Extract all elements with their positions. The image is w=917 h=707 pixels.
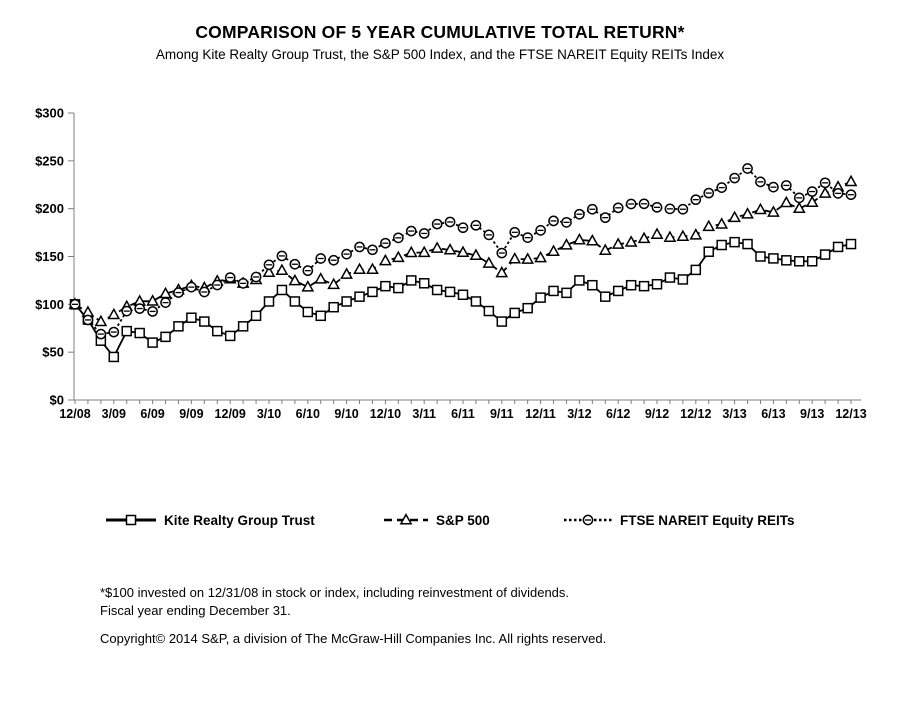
svg-text:6/10: 6/10 — [295, 407, 320, 421]
svg-text:$50: $50 — [42, 344, 64, 360]
chart-title: COMPARISON OF 5 YEAR CUMULATIVE TOTAL RETURN* — [195, 22, 685, 42]
footnote-block — [100, 584, 569, 620]
svg-text:3/10: 3/10 — [256, 407, 282, 421]
svg-text:6/09: 6/09 — [140, 407, 165, 421]
svg-text:12/10: 12/10 — [369, 407, 402, 421]
svg-text:9/11: 9/11 — [489, 407, 514, 421]
svg-text:$100: $100 — [35, 296, 64, 312]
sp500-line-marker-icon — [383, 512, 429, 528]
legend-item-nareit — [563, 510, 795, 530]
legend-label-kite: Kite Realty Group Trust — [164, 512, 315, 528]
legend-item-sp500 — [383, 510, 490, 530]
svg-text:9/09: 9/09 — [179, 407, 204, 421]
legend-item-kite — [105, 510, 315, 530]
footnote-line-1: *$100 invested on 12/31/08 in stock or index, including reinvestment of dividends. — [100, 585, 570, 600]
svg-text:6/13: 6/13 — [761, 407, 786, 421]
copyright-line: Copyright© 2014 S&P, a division of The McGraw-Hill Companies Inc. All rights reserved. — [100, 631, 607, 646]
svg-text:3/11: 3/11 — [412, 407, 437, 421]
svg-text:$200: $200 — [35, 201, 64, 217]
svg-text:12/13: 12/13 — [835, 407, 867, 421]
svg-text:12/11: 12/11 — [525, 407, 556, 421]
svg-text:12/09: 12/09 — [214, 407, 246, 421]
svg-text:3/13: 3/13 — [722, 407, 747, 421]
svg-text:12/08: 12/08 — [59, 407, 91, 421]
chart-subtitle: Among Kite Realty Group Trust, the S&P 500 Index, and the FTSE NAREIT Equity REITs Index — [155, 47, 725, 62]
svg-text:6/11: 6/11 — [451, 407, 475, 421]
legend-label-nareit: FTSE NAREIT Equity REITs — [620, 512, 795, 528]
svg-text:3/09: 3/09 — [101, 407, 126, 421]
svg-text:$0: $0 — [49, 392, 64, 408]
svg-text:6/12: 6/12 — [606, 407, 631, 421]
footnote-line-2: Fiscal year ending December 31. — [100, 603, 291, 618]
legend-label-sp500: S&P 500 — [436, 512, 490, 528]
kite-line-marker-icon — [105, 512, 157, 528]
svg-text:$150: $150 — [35, 249, 64, 264]
svg-text:9/10: 9/10 — [334, 407, 359, 421]
svg-text:9/12: 9/12 — [644, 407, 670, 421]
svg-text:9/13: 9/13 — [800, 407, 825, 421]
svg-text:12/12: 12/12 — [680, 407, 712, 421]
svg-text:$300: $300 — [35, 105, 64, 121]
chart-legend — [0, 510, 917, 530]
svg-text:3/12: 3/12 — [567, 407, 592, 421]
nareit-line-marker-icon — [563, 512, 613, 528]
svg-text:$250: $250 — [35, 153, 64, 169]
